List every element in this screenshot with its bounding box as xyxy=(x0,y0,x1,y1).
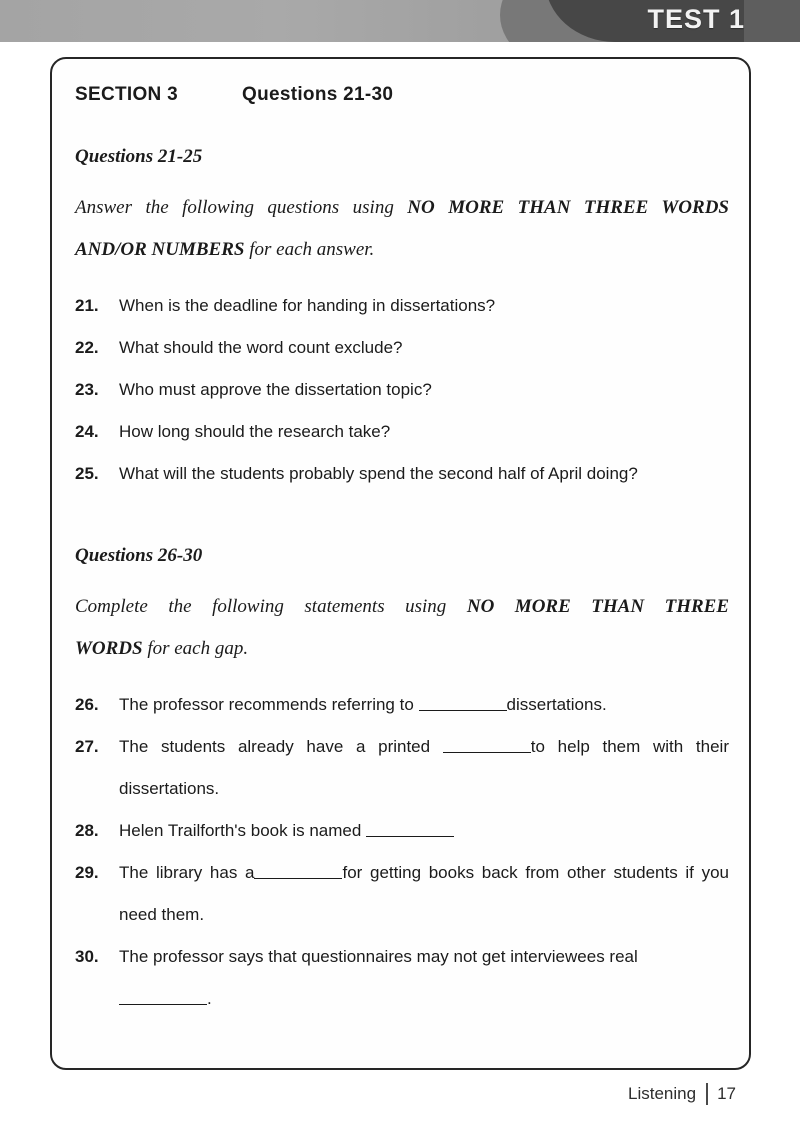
question-text xyxy=(119,726,729,810)
question-text: How long should the research take? xyxy=(119,422,391,441)
question-row-25 xyxy=(75,453,729,495)
question-number: 25. xyxy=(75,464,99,483)
question-line1 xyxy=(119,852,729,894)
gap-question-post: for getting books back from other students if you xyxy=(342,863,729,882)
instruction-text: for each answer. xyxy=(244,239,375,260)
question-row-29 xyxy=(75,852,729,936)
answer-blank xyxy=(443,741,531,753)
question-text xyxy=(119,852,729,936)
answer-blank xyxy=(419,699,507,711)
section-title: SECTION 3 xyxy=(75,84,178,105)
gap-question-post: to help them with their xyxy=(530,737,729,756)
part2-instructions-line2 xyxy=(75,628,729,670)
footer-section-label: Listening xyxy=(628,1084,697,1103)
question-row-27 xyxy=(75,726,729,810)
part1-instructions-line2 xyxy=(75,229,729,271)
instruction-limit-text: NO MORE THAN THREE xyxy=(466,596,730,617)
question-text xyxy=(119,936,729,1020)
question-number: 22. xyxy=(75,338,99,357)
part2-instructions xyxy=(75,586,729,670)
part2-instructions-line1 xyxy=(75,586,729,628)
question-number: 24. xyxy=(75,422,99,441)
instruction-limit-text: NO MORE THAN THREE WORDS xyxy=(407,197,729,218)
question-line2: dissertations. xyxy=(119,779,220,798)
question-text: Who must approve the dissertation topic? xyxy=(119,380,432,399)
instruction-limit-text: WORDS xyxy=(75,638,143,659)
test-title: TEST 1 xyxy=(647,4,745,34)
part2-question-list xyxy=(75,684,729,1020)
question-row-22 xyxy=(75,327,729,369)
part1-instructions xyxy=(75,187,729,271)
question-text: What will the students probably spend the second half of April doing? xyxy=(119,464,638,483)
gap-question-pre: The library has a xyxy=(119,863,255,882)
question-number: 23. xyxy=(75,380,99,399)
gap-question-post: . xyxy=(207,989,212,1008)
question-number: 29. xyxy=(75,863,99,882)
question-number: 26. xyxy=(75,695,99,714)
question-number: 27. xyxy=(75,737,99,756)
answer-blank xyxy=(119,993,207,1005)
question-number: 21. xyxy=(75,296,99,315)
gap-question-post: dissertations. xyxy=(506,695,607,714)
gap-question-pre: The students already have a printed xyxy=(119,737,443,756)
question-number: 28. xyxy=(75,821,99,840)
page-number: 17 xyxy=(717,1084,736,1103)
gap-question-pre: Helen Trailforth's book is named xyxy=(119,821,367,840)
question-line1 xyxy=(119,726,729,768)
question-line2: need them. xyxy=(119,905,205,924)
section-question-range: Questions 21-30 xyxy=(242,84,394,105)
footer-divider xyxy=(706,1083,708,1105)
instruction-text: for each gap. xyxy=(142,638,249,659)
worksheet-box xyxy=(50,57,751,1070)
part2-heading: Questions 26-30 xyxy=(75,545,203,566)
question-row-26 xyxy=(75,684,729,726)
header-bar xyxy=(0,0,800,42)
question-row-21 xyxy=(75,285,729,327)
question-row-23 xyxy=(75,369,729,411)
header-right-strip xyxy=(744,0,800,42)
answer-blank xyxy=(254,867,342,879)
question-row-24 xyxy=(75,411,729,453)
part1-instructions-line1 xyxy=(75,187,729,229)
page-footer xyxy=(0,1083,800,1105)
question-text xyxy=(119,810,729,852)
question-row-30 xyxy=(75,936,729,1020)
part1-heading: Questions 21-25 xyxy=(75,146,203,167)
question-text xyxy=(119,684,729,726)
question-text: What should the word count exclude? xyxy=(119,338,403,357)
instruction-text: Answer the following questions using xyxy=(75,197,408,218)
gap-question-pre: The professor recommends referring to xyxy=(119,695,419,714)
question-text: When is the deadline for handing in dissertations? xyxy=(119,296,496,315)
question-row-28 xyxy=(75,810,729,852)
instruction-limit-text: AND/OR NUMBERS xyxy=(75,239,245,260)
gap-question-pre: The professor says that questionnaires may not get interviewees real xyxy=(119,947,638,966)
question-number: 30. xyxy=(75,947,99,966)
section-header xyxy=(75,84,729,106)
instruction-text: Complete the following statements using xyxy=(75,596,467,617)
part1-question-list xyxy=(75,285,729,495)
answer-blank xyxy=(366,825,454,837)
